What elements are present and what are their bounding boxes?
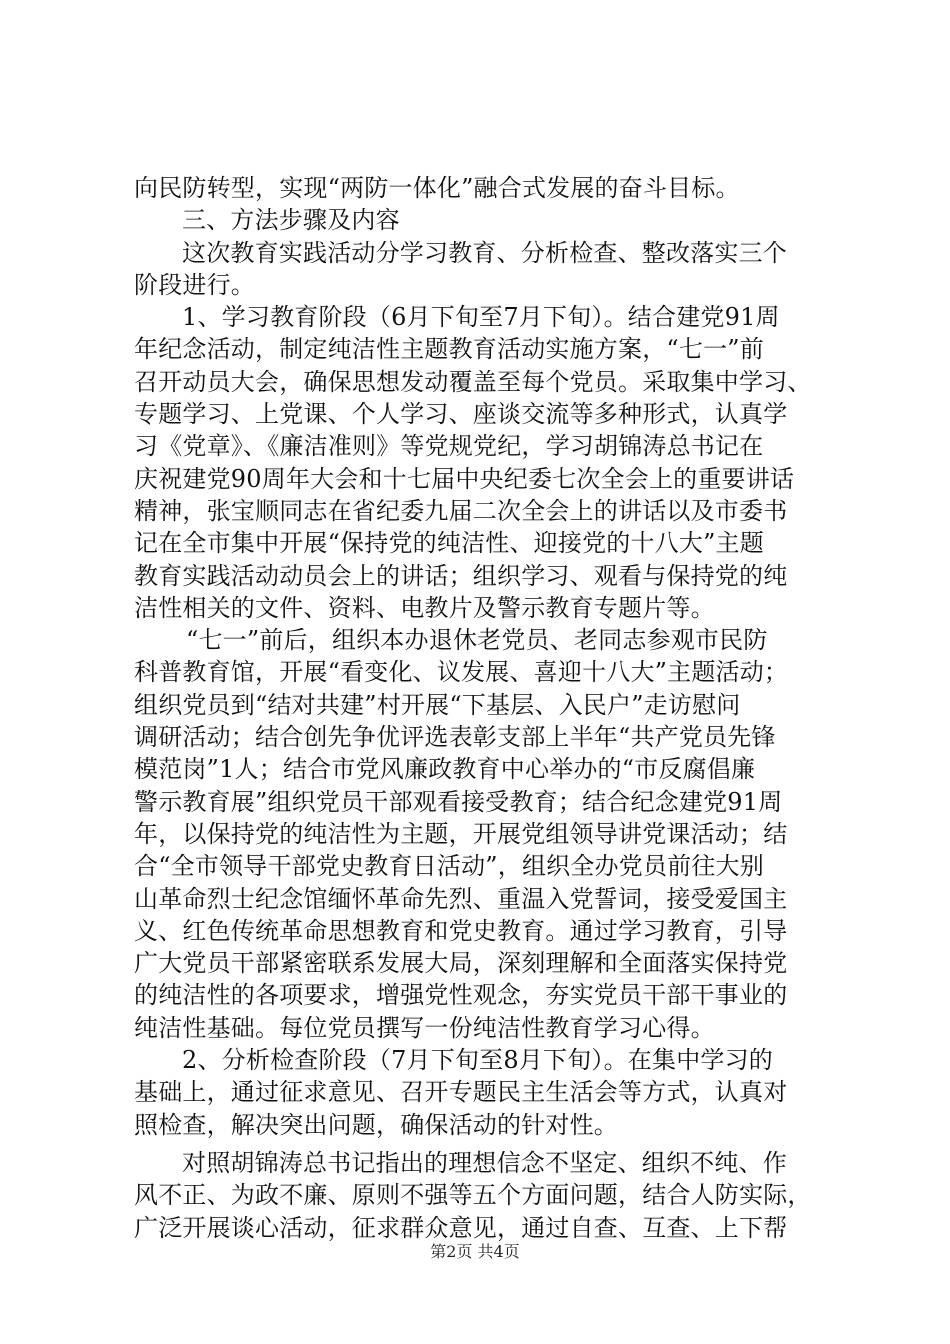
text-line: 召开动员大会，确保思想发动覆盖至每个党员。采取集中学习、 [134, 367, 812, 396]
text-line: 广泛开展谈心活动，征求群众意见，通过自查、互查、上下帮 [134, 1213, 788, 1242]
text-line: 模范岗”1人；结合市党风廉政教育中心举办的“市反腐倡廉 [134, 755, 756, 784]
text-line: 庆祝建党90周年大会和十七届中央纪委七次全会上的重要讲话 [134, 464, 795, 493]
text-line: 向民防转型，实现“两防一体化”融合式发展的奋斗目标。 [134, 174, 740, 202]
text-line: 科普教育馆，开展“看变化、议发展、喜迎十八大”主题活动； [134, 658, 789, 687]
text-line: 专题学习、上党课、个人学习、座谈交流等多种形式，认真学 [134, 400, 788, 429]
text-line: 洁性相关的文件、资料、电教片及警示教育专题片等。 [134, 593, 715, 622]
text-line: 精神，张宝顺同志在省纪委九届二次全会上的讲话以及市委书 [134, 496, 788, 525]
text-line: 对照胡锦涛总书记指出的理想信念不坚定、组织不纯、作 [182, 1148, 787, 1177]
text-line: 的纯洁性的各项要求，增强党性观念，夯实党员干部干事业的 [134, 981, 788, 1010]
text-line: 基础上，通过征求意见、召开专题民主生活会等方式，认真对 [134, 1078, 788, 1107]
text-line: 义、红色传统革命思想教育和党史教育。通过学习教育，引导 [134, 916, 788, 945]
text-line: 1、学习教育阶段（6月下旬至7月下旬）。结合建党91周 [182, 303, 780, 332]
text-line: 2、分析检查阶段（7月下旬至8月下旬）。在集中学习的 [182, 1046, 774, 1075]
text-line: 照检查，解决突出问题，确保活动的针对性。 [134, 1110, 618, 1139]
text-line: 纯洁性基础。每位党员撰写一份纯洁性教育学习心得。 [134, 1013, 715, 1042]
page-footer: 第2页 共4页 [430, 1242, 520, 1261]
text-line: 年纪念活动，制定纯洁性主题教育活动实施方案，“七一”前 [134, 335, 764, 364]
text-line: 教育实践活动动员会上的讲话；组织学习、观看与保持党的纯 [134, 561, 788, 590]
text-line: 年，以保持党的纯洁性为主题，开展党组领导讲党课活动；结 [134, 819, 788, 848]
text-line: 合“全市领导干部党史教育日活动”，组织全办党员前往大别 [134, 852, 764, 881]
document-body [134, 172, 824, 1244]
text-line: 山革命烈士纪念馆缅怀革命先烈、重温入党誓词，接受爱国主 [134, 884, 788, 913]
text-line: 广大党员干部紧密联系发展大局，深刻理解和全面落实保持党 [134, 949, 788, 978]
text-line: 调研活动；结合创先争优评选表彰支部上半年“共产党员先锋 [134, 723, 776, 752]
text-line: 组织党员到“结对共建”村开展“下基层、入民户”走访慰问 [134, 690, 741, 719]
text-line: 阶段进行。 [134, 270, 255, 299]
text-line: 风不正、为政不廉、原则不强等五个方面问题，结合人防实际， [134, 1181, 812, 1210]
text-line: “七一”前后，组织本办退休老党员、老同志参观市民防 [186, 626, 768, 655]
text-line: 三、方法步骤及内容 [182, 206, 400, 235]
text-line: 习《党章》、《廉洁准则》等党规党纪，学习胡锦涛总书记在 [134, 432, 764, 461]
text-line: 警示教育展”组织党员干部观看接受教育；结合纪念建党91周 [134, 787, 783, 816]
text-line: 这次教育实践活动分学习教育、分析检查、整改落实三个 [182, 238, 787, 267]
text-line: 记在全市集中开展“保持党的纯洁性、迎接党的十八大”主题 [134, 529, 764, 558]
